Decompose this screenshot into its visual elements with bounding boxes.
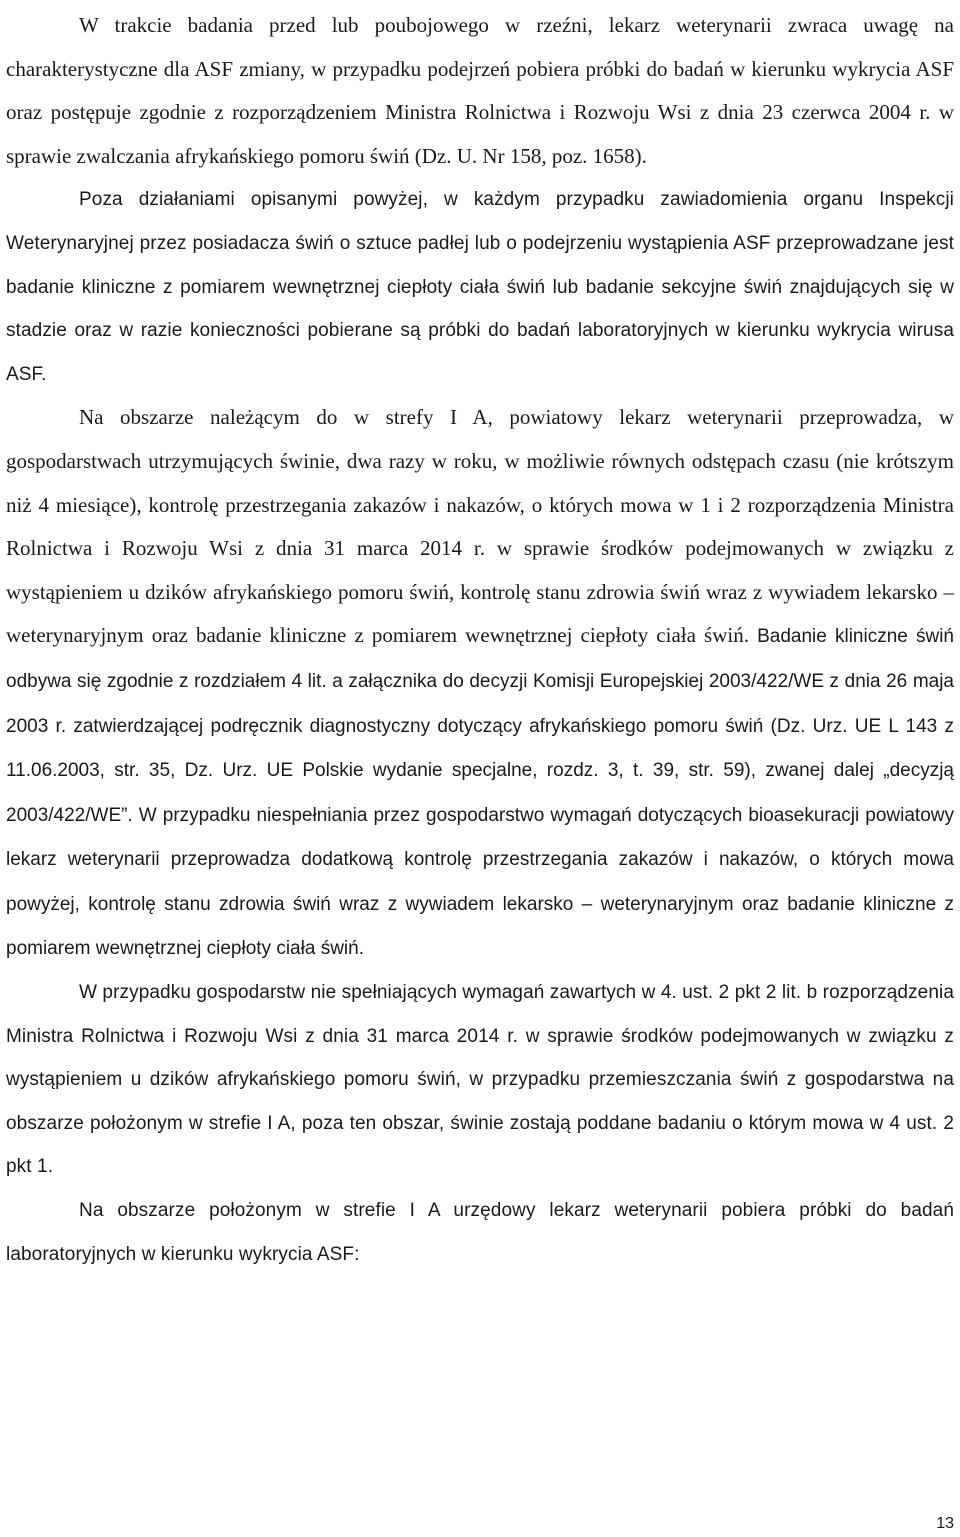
document-page	[6, 4, 954, 1276]
paragraph-strefa-kontrola-part-a: Na obszarze należącym do w strefy I A, powiatowy lekarz weterynarii przeprowadza, w gospodarstwach utrzymujących świnie, dwa razy w roku, w możliwie równych odstępach czasu (nie krótszym niż 4 miesiące), kontrolę przestrzegania zakazów i nakazów, o których mowa w 1 i 2 rozporządzenia Ministra Rolnictwa i Rozwoju Wsi z dnia 31 marca 2014 r. w sprawie środków podejmowanych w związku z wystąpieniem u dzików afrykańskiego pomoru świń, kontrolę stanu zdrowia świń wraz z wywiadem lekarsko – weterynaryjnym oraz badanie kliniczne z pomiarem wewnętrznej ciepłoty ciała świń.	[6, 405, 954, 648]
paragraph-przemieszczanie: W przypadku gospodarstw nie spełniających wymagań zawartych w 4. ust. 2 pkt 2 lit. b rozporządzenia Ministra Rolnictwa i Rozwoju Wsi z dnia 31 marca 2014 r. w sprawie środków podejmowanych w związku z wystąpieniem u dzików afrykańskiego pomoru świń, w przypadku przemieszczania świń z gospodarstwa na obszarze położonym w strefie I A, poza ten obszar, świnie zostają poddane badaniu o którym mowa w 4 ust. 2 pkt 1.	[6, 982, 954, 1178]
paragraph-probki: Na obszarze położonym w strefie I A urzędowy lekarz weterynarii pobiera próbki do badań laboratoryjnych w kierunku wykrycia ASF:	[6, 1200, 954, 1265]
paragraph-strefa-kontrola-part-b: Badanie kliniczne świń odbywa się zgodnie z rozdziałem 4 lit. a załącznika do decyzji Komisji Europejskiej 2003/422/WE z dnia 26 maja 2003 r. zatwierdzającej podręcznik diagnostyczny dotyczący afrykańskiego pomoru świń (Dz. Urz. UE L 143 z 11.06.2003, str. 35, Dz. Urz. UE Polskie wydanie specjalne, rozdz. 3, t. 39, str. 59), zwanej dalej „decyzją 2003/422/WE”. W przypadku niespełniania przez gospodarstwo wymagań dotyczących bioasekuracji powiatowy lekarz weterynarii przeprowadza dodatkową kontrolę przestrzegania zakazów i nakazów, o których mowa powyżej, kontrolę stanu zdrowia świń wraz z wywiadem lekarsko – weterynaryjnym oraz badanie kliniczne z pomiarem wewnętrznej ciepłoty ciała świń.	[6, 626, 954, 960]
paragraph-strefa-kontrola	[6, 396, 954, 971]
paragraph-zawiadomienie: Poza działaniami opisanymi powyżej, w każdym przypadku zawiadomienia organu Inspekcji Weterynaryjnej przez posiadacza świń o sztuce padłej lub o podejrzeniu wystąpienia ASF przeprowadzane jest badanie kliniczne z pomiarem wewnętrznej ciepłoty ciała świń lub badanie sekcyjne świń znajdujących się w stadzie oraz w razie konieczności pobierane są próbki do badań laboratoryjnych w kierunku wykrycia wirusa ASF.	[6, 189, 954, 385]
page-number: 13	[936, 1515, 954, 1532]
paragraph-rzeznia: W trakcie badania przed lub poubojowego w rzeźni, lekarz weterynarii zwraca uwagę na charakterystyczne dla ASF zmiany, w przypadku podejrzeń pobiera próbki do badań w kierunku wykrycia ASF oraz postępuje zgodnie z rozporządzeniem Ministra Rolnictwa i Rozwoju Wsi z dnia 23 czerwca 2004 r. w sprawie zwalczania afrykańskiego pomoru świń (Dz. U. Nr 158, poz. 1658).	[6, 13, 954, 168]
